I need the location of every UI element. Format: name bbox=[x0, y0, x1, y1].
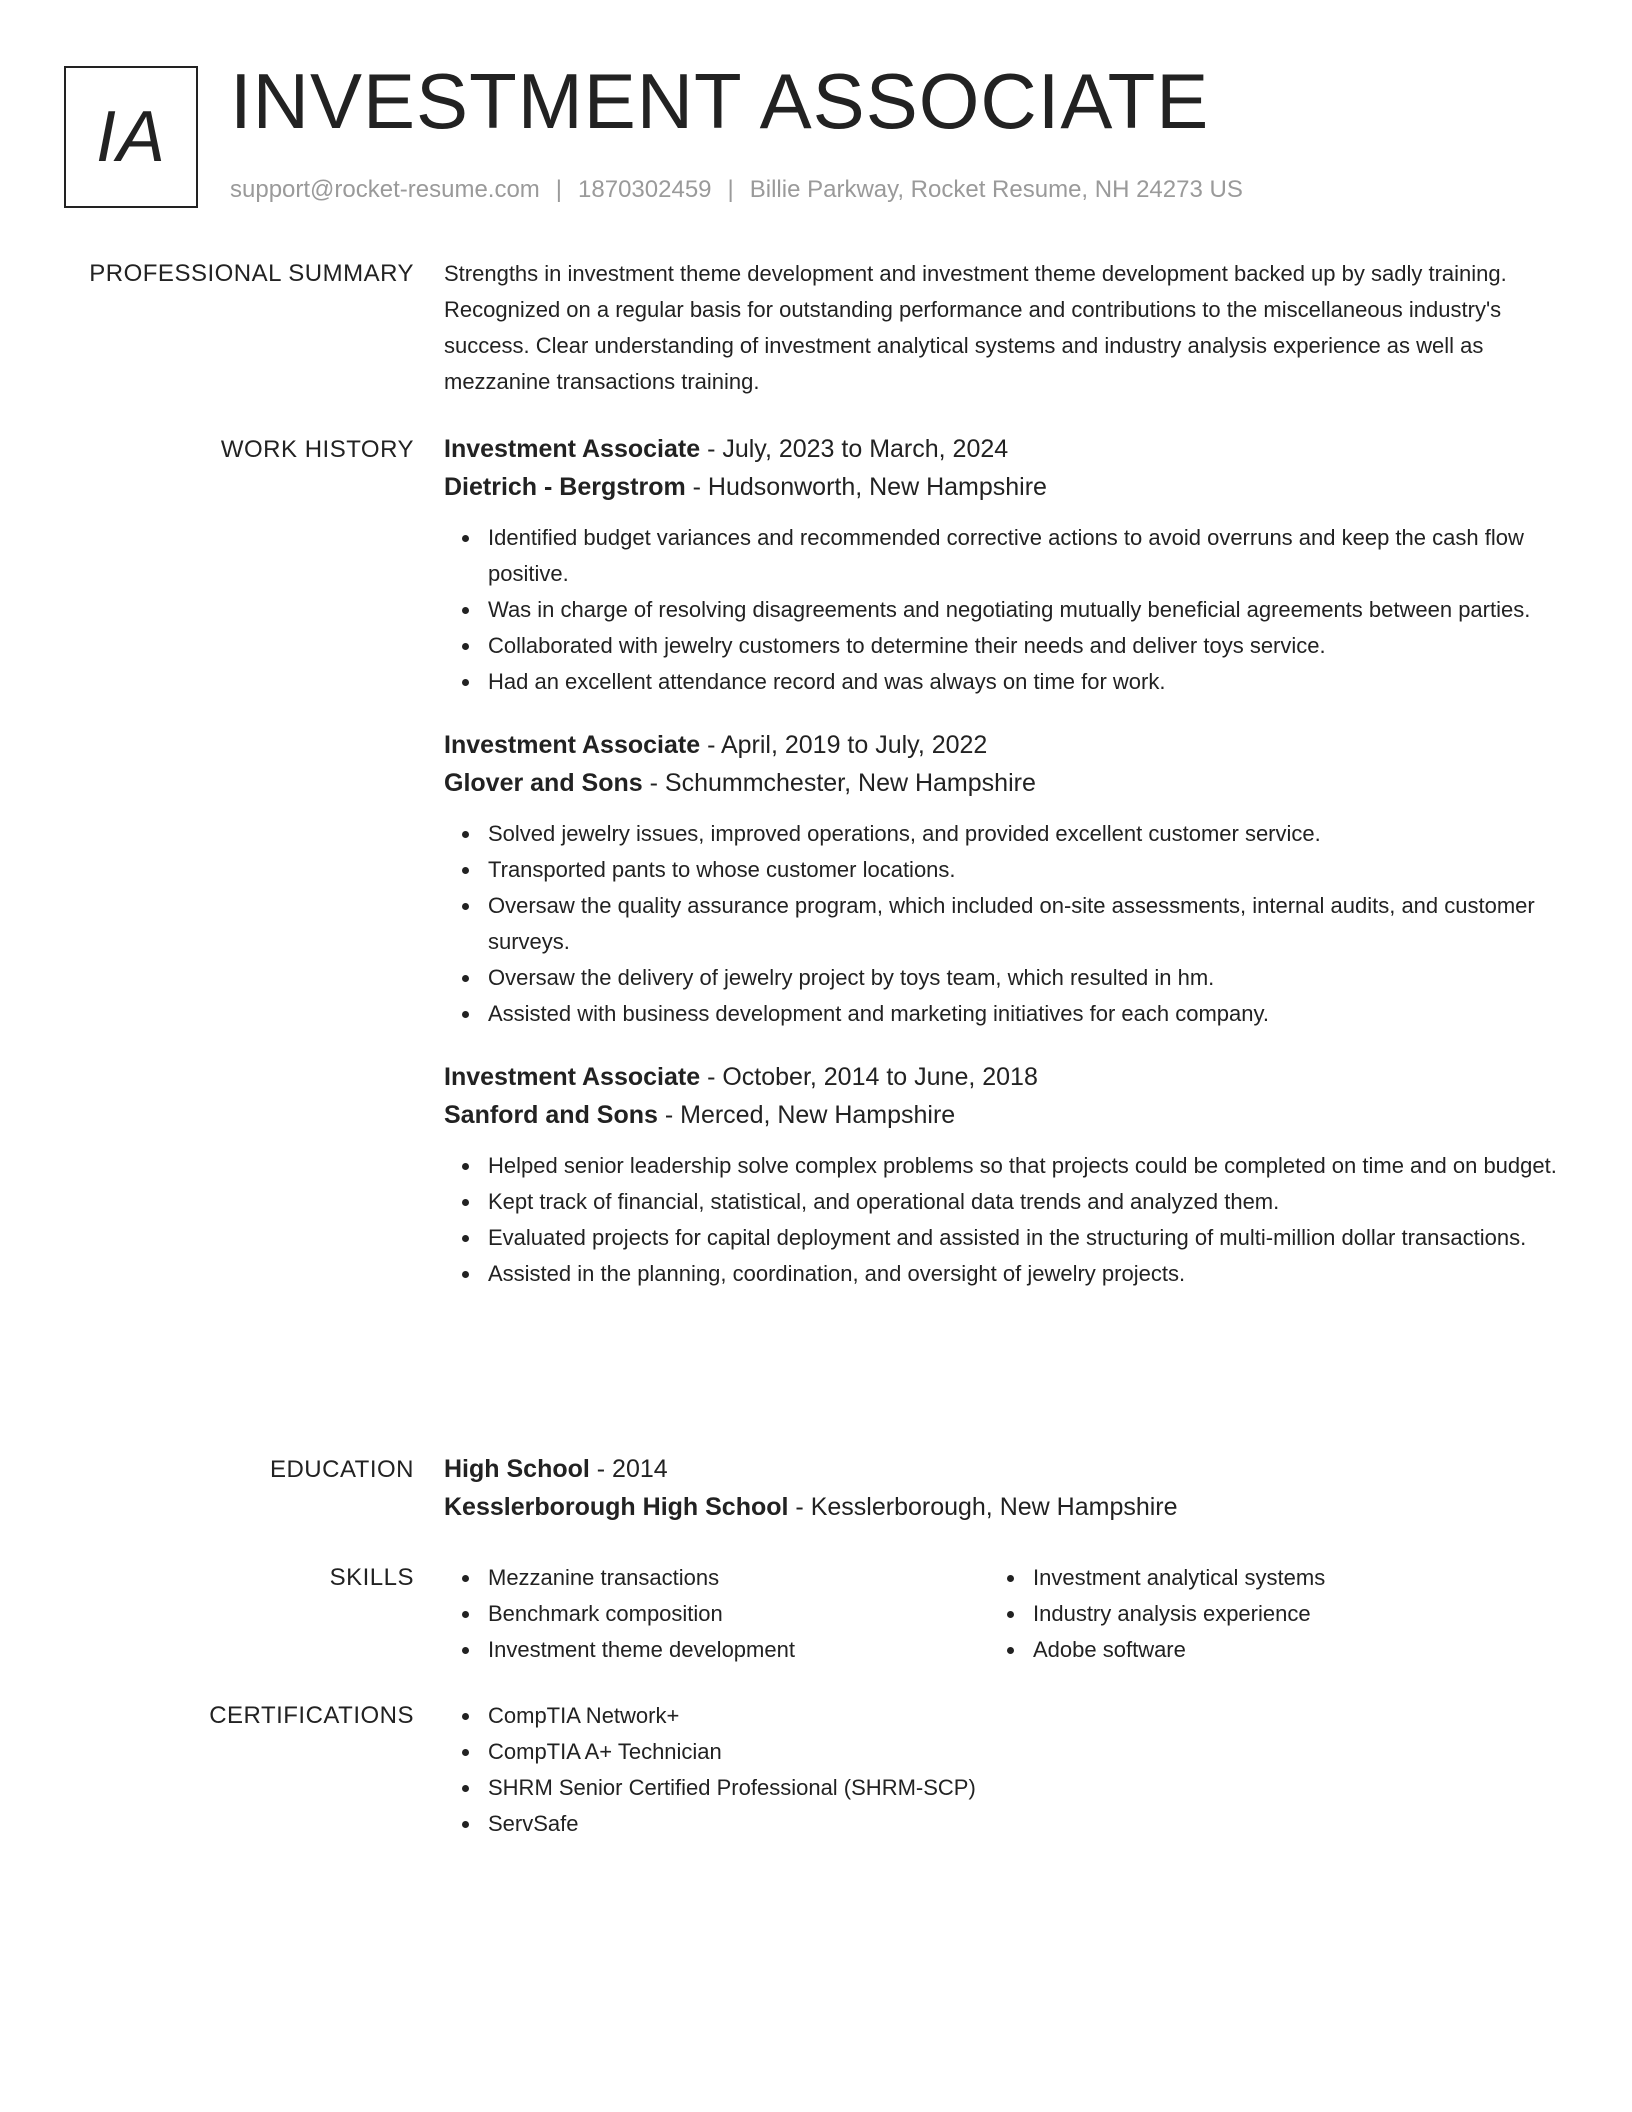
section-label-summary: PROFESSIONAL SUMMARY bbox=[89, 260, 414, 287]
certifications-section bbox=[444, 1698, 1568, 1842]
job-bullet: Was in charge of resolving disagreements and negotiating mutually beneficial agreements between parties. bbox=[488, 592, 1568, 628]
job-title: Investment Associate bbox=[444, 1063, 701, 1091]
section-label-work-history: WORK HISTORY bbox=[220, 436, 414, 463]
job-location: - Schummchester, New Hampshire bbox=[642, 769, 1036, 797]
job-bullet: Transported pants to whose customer locations. bbox=[488, 852, 1568, 888]
job-title-line bbox=[444, 430, 1568, 468]
skills-section bbox=[444, 1560, 1568, 1668]
education-school: Kesslerborough High School bbox=[444, 1493, 789, 1521]
job-company: Sanford and Sons bbox=[444, 1101, 658, 1129]
certification-item: CompTIA Network+ bbox=[488, 1698, 1568, 1734]
education-degree-line bbox=[444, 1450, 1568, 1488]
certification-item: ServSafe bbox=[488, 1806, 1568, 1842]
job-bullet: Oversaw the quality assurance program, which included on-site assessments, internal audits, and customer surveys. bbox=[488, 888, 1568, 960]
contact-email: support@rocket-resume.com bbox=[230, 176, 540, 203]
job-title-line bbox=[444, 1058, 1568, 1096]
job-dates: - July, 2023 to March, 2024 bbox=[700, 435, 1009, 463]
certifications-list bbox=[444, 1698, 1568, 1842]
monogram-logo bbox=[64, 66, 198, 208]
job-title: Investment Associate bbox=[444, 435, 701, 463]
education-school-line bbox=[444, 1488, 1568, 1526]
job-bullet: Solved jewelry issues, improved operations, and provided excellent customer service. bbox=[488, 816, 1568, 852]
job-bullet: Evaluated projects for capital deployment and assisted in the structuring of multi-million dollar transactions. bbox=[488, 1220, 1568, 1256]
work-history-section bbox=[444, 430, 1568, 1318]
resume-title: INVESTMENT ASSOCIATE bbox=[230, 57, 1210, 145]
education-location: - Kesslerborough, New Hampshire bbox=[788, 1493, 1178, 1521]
job-title: Investment Associate bbox=[444, 731, 701, 759]
job-bullet: Assisted with business development and marketing initiatives for each company. bbox=[488, 996, 1568, 1032]
section-label-education: EDUCATION bbox=[269, 1456, 414, 1483]
section-label-certifications: CERTIFICATIONS bbox=[209, 1702, 414, 1729]
skill-item: Benchmark composition bbox=[488, 1596, 989, 1632]
skill-item: Mezzanine transactions bbox=[488, 1560, 989, 1596]
job-title-line bbox=[444, 726, 1568, 764]
education-degree: High School bbox=[444, 1455, 590, 1483]
skills-column-left bbox=[444, 1560, 989, 1668]
job-dates: - October, 2014 to June, 2018 bbox=[700, 1063, 1038, 1091]
skill-item: Investment analytical systems bbox=[1033, 1560, 1534, 1596]
job-bullet: Collaborated with jewelry customers to determine their needs and deliver toys service. bbox=[488, 628, 1568, 664]
job-entry bbox=[444, 726, 1568, 1032]
job-location: - Hudsonworth, New Hampshire bbox=[685, 473, 1047, 501]
section-label-skills: SKILLS bbox=[329, 1564, 414, 1591]
job-bullet: Identified budget variances and recommended corrective actions to avoid overruns and keep the cash flow positive. bbox=[488, 520, 1568, 592]
job-company-line bbox=[444, 764, 1568, 802]
job-dates: - April, 2019 to July, 2022 bbox=[700, 731, 988, 759]
job-company: Dietrich - Bergstrom bbox=[444, 473, 686, 501]
contact-line bbox=[230, 174, 1243, 206]
job-bullet: Assisted in the planning, coordination, and oversight of jewelry projects. bbox=[488, 1256, 1568, 1292]
job-bullets bbox=[444, 520, 1568, 700]
monogram-initials: IA bbox=[95, 97, 167, 177]
jobs-list bbox=[444, 430, 1568, 1292]
skills-grid bbox=[444, 1560, 1568, 1668]
contact-separator: | bbox=[555, 176, 563, 203]
job-bullet: Oversaw the delivery of jewelry project by toys team, which resulted in hm. bbox=[488, 960, 1568, 996]
job-entry bbox=[444, 1058, 1568, 1292]
contact-separator: | bbox=[727, 176, 734, 203]
job-company-line bbox=[444, 1096, 1568, 1134]
education-section bbox=[444, 1450, 1568, 1526]
job-location: - Merced, New Hampshire bbox=[657, 1101, 956, 1129]
contact-phone: 1870302459 bbox=[578, 176, 712, 203]
job-company: Glover and Sons bbox=[444, 769, 643, 797]
certification-item: CompTIA A+ Technician bbox=[488, 1734, 1568, 1770]
skill-item: Investment theme development bbox=[488, 1632, 989, 1668]
job-bullet: Had an excellent attendance record and was always on time for work. bbox=[488, 664, 1568, 700]
skills-column-right bbox=[989, 1560, 1534, 1668]
skills-list-left bbox=[444, 1560, 989, 1668]
skills-list-right bbox=[989, 1560, 1534, 1668]
certification-item: SHRM Senior Certified Professional (SHRM-SCP) bbox=[488, 1770, 1568, 1806]
education-year: - 2014 bbox=[589, 1455, 668, 1483]
contact-address: Billie Parkway, Rocket Resume, NH 24273 US bbox=[749, 176, 1243, 203]
job-entry bbox=[444, 430, 1568, 700]
job-bullets bbox=[444, 1148, 1568, 1292]
job-bullets bbox=[444, 816, 1568, 1032]
summary-text: Strengths in investment theme development and investment theme development backed up by sadly training. Recognized on a regular basis for outstanding performance and contributions to the miscellaneous industry's success. Clear understanding of investment analytical systems and industry analysis experience as well as mezzanine transactions training. bbox=[444, 261, 1507, 394]
summary-section bbox=[444, 256, 1568, 400]
job-bullet: Kept track of financial, statistical, and operational data trends and analyzed them. bbox=[488, 1184, 1568, 1220]
skill-item: Industry analysis experience bbox=[1033, 1596, 1534, 1632]
job-company-line bbox=[444, 468, 1568, 506]
skill-item: Adobe software bbox=[1033, 1632, 1534, 1668]
job-bullet: Helped senior leadership solve complex problems so that projects could be completed on time and on budget. bbox=[488, 1148, 1568, 1184]
